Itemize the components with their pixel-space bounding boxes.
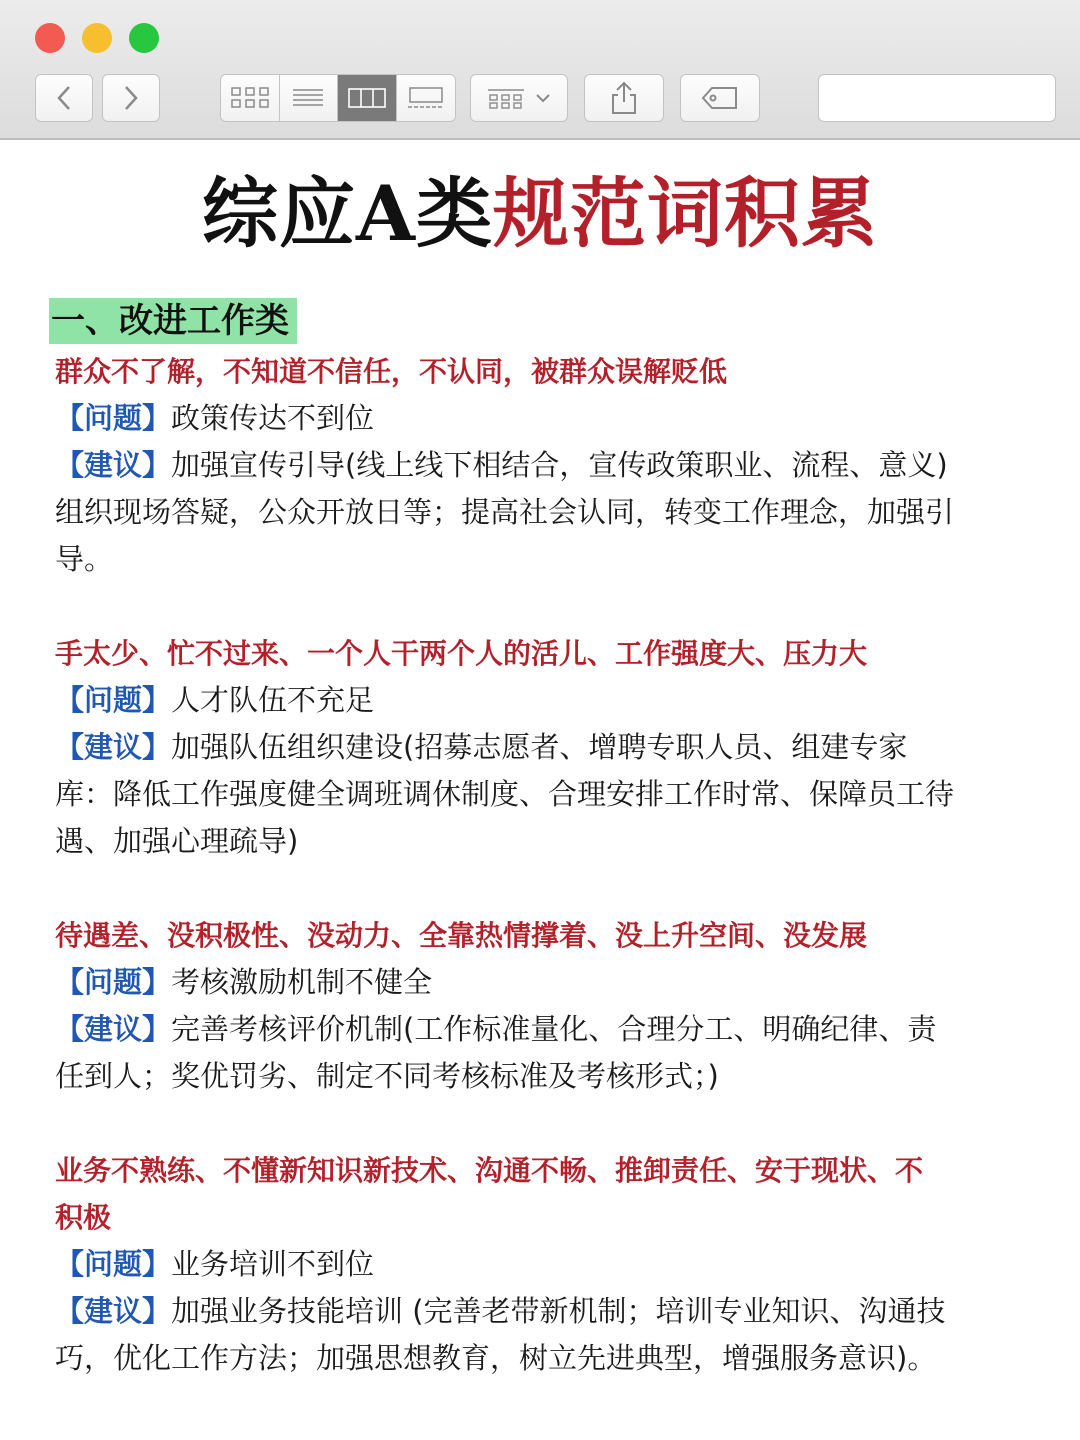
problem-line bbox=[55, 395, 1030, 442]
close-window-button[interactable] bbox=[35, 23, 65, 53]
problem-line bbox=[55, 1241, 1030, 1288]
suggestion-label: 【建议】 bbox=[55, 448, 172, 482]
suggestion-label: 【建议】 bbox=[55, 730, 172, 764]
problem-label: 【问题】 bbox=[55, 965, 172, 999]
tag-icon bbox=[700, 85, 740, 111]
window-toolbar bbox=[0, 0, 1080, 140]
icon-view-icon bbox=[230, 86, 270, 110]
search-field[interactable] bbox=[818, 74, 1056, 122]
view-mode-switcher bbox=[220, 74, 456, 122]
minimize-window-button[interactable] bbox=[82, 23, 112, 53]
suggestion-line bbox=[55, 724, 1030, 771]
suggestion-line bbox=[55, 1288, 1030, 1335]
problem-text: 人才队伍不充足 bbox=[171, 683, 375, 717]
issue-block bbox=[55, 912, 1030, 1100]
suggestion-text: 任到人；奖优罚劣、制定不同考核标准及考核形式；) bbox=[55, 1059, 719, 1093]
problem-label: 【问题】 bbox=[55, 1247, 172, 1281]
suggestion-text: 加强宣传引导(线上线下相结合，宣传政策职业、流程、意义) bbox=[171, 448, 948, 482]
issue-heading: 待遇差、没积极性、没动力、全靠热情撑着、没上升空间、没发展 bbox=[55, 919, 868, 952]
title-part-black: 综应A类 bbox=[202, 169, 493, 258]
suggestion-line bbox=[55, 1053, 1030, 1100]
issue-block bbox=[55, 1147, 1030, 1382]
suggestion-line bbox=[55, 536, 1030, 583]
column-view-icon bbox=[347, 86, 387, 110]
tag-button[interactable] bbox=[680, 74, 760, 122]
zoom-window-button[interactable] bbox=[129, 23, 159, 53]
gallery-view-icon bbox=[406, 86, 446, 110]
suggestion-label: 【建议】 bbox=[55, 1294, 172, 1328]
suggestion-text: 加强队伍组织建设(招募志愿者、增聘专职人员、组建专家 bbox=[171, 730, 908, 764]
list-view-icon bbox=[291, 86, 325, 110]
suggestion-text: 组织现场答疑，公众开放日等；提高社会认同，转变工作理念，加强引 bbox=[55, 495, 955, 529]
forward-button[interactable] bbox=[102, 74, 160, 122]
icon-view-button[interactable] bbox=[221, 75, 280, 121]
suggestion-line bbox=[55, 818, 1030, 865]
suggestion-text: 库：降低工作强度健全调班调休制度、合理安排工作时常、保障员工待 bbox=[55, 777, 955, 811]
forward-icon bbox=[121, 84, 141, 112]
problem-label: 【问题】 bbox=[55, 683, 172, 717]
page-title bbox=[0, 168, 1080, 260]
suggestion-line bbox=[55, 771, 1030, 818]
document-content bbox=[51, 298, 1030, 1429]
problem-text: 政策传达不到位 bbox=[171, 401, 375, 435]
issue-heading: 业务不熟练、不懂新知识新技术、沟通不畅、推卸责任、安于现状、不 bbox=[55, 1154, 924, 1187]
problem-text: 业务培训不到位 bbox=[171, 1247, 375, 1281]
suggestion-line bbox=[55, 1006, 1030, 1053]
issue-heading: 手太少、忙不过来、一个人干两个人的活儿、工作强度大、压力大 bbox=[55, 637, 868, 670]
issue-block bbox=[55, 630, 1030, 865]
back-button[interactable] bbox=[35, 74, 93, 122]
suggestion-line bbox=[55, 442, 1030, 489]
problem-line bbox=[55, 677, 1030, 724]
issue-block bbox=[55, 348, 1030, 583]
issue-heading: 群众不了解，不知道不信任，不认同，被群众误解贬低 bbox=[55, 355, 728, 388]
item-list bbox=[55, 348, 1030, 1382]
share-button[interactable] bbox=[584, 74, 664, 122]
suggestion-text: 导。 bbox=[55, 542, 114, 576]
suggestion-text: 完善考核评价机制(工作标准量化、合理分工、明确纪律、责 bbox=[171, 1012, 937, 1046]
gallery-view-button[interactable] bbox=[397, 75, 455, 121]
section-heading: 一、改进工作类 bbox=[49, 298, 297, 344]
group-by-dropdown[interactable] bbox=[470, 74, 568, 122]
share-icon bbox=[609, 80, 639, 116]
group-icon bbox=[486, 86, 526, 110]
suggestion-text: 巧，优化工作方法；加强思想教育，树立先进典型，增强服务意识)。 bbox=[55, 1341, 937, 1375]
suggestion-label: 【建议】 bbox=[55, 1012, 172, 1046]
search-input[interactable] bbox=[829, 85, 1080, 111]
back-icon bbox=[54, 84, 74, 112]
column-view-button[interactable] bbox=[338, 75, 397, 121]
issue-heading: 积极 bbox=[55, 1201, 112, 1234]
chevron-down-icon bbox=[534, 92, 552, 104]
problem-label: 【问题】 bbox=[55, 401, 172, 435]
suggestion-line bbox=[55, 489, 1030, 536]
problem-text: 考核激励机制不健全 bbox=[171, 965, 433, 999]
suggestion-line bbox=[55, 1335, 1030, 1382]
title-part-red: 规范词积累 bbox=[492, 169, 878, 258]
problem-line bbox=[55, 959, 1030, 1006]
suggestion-text: 加强业务技能培训 (完善老带新机制；培训专业知识、沟通技 bbox=[171, 1294, 946, 1328]
list-view-button[interactable] bbox=[280, 75, 339, 121]
suggestion-text: 遇、加强心理疏导) bbox=[55, 824, 299, 858]
